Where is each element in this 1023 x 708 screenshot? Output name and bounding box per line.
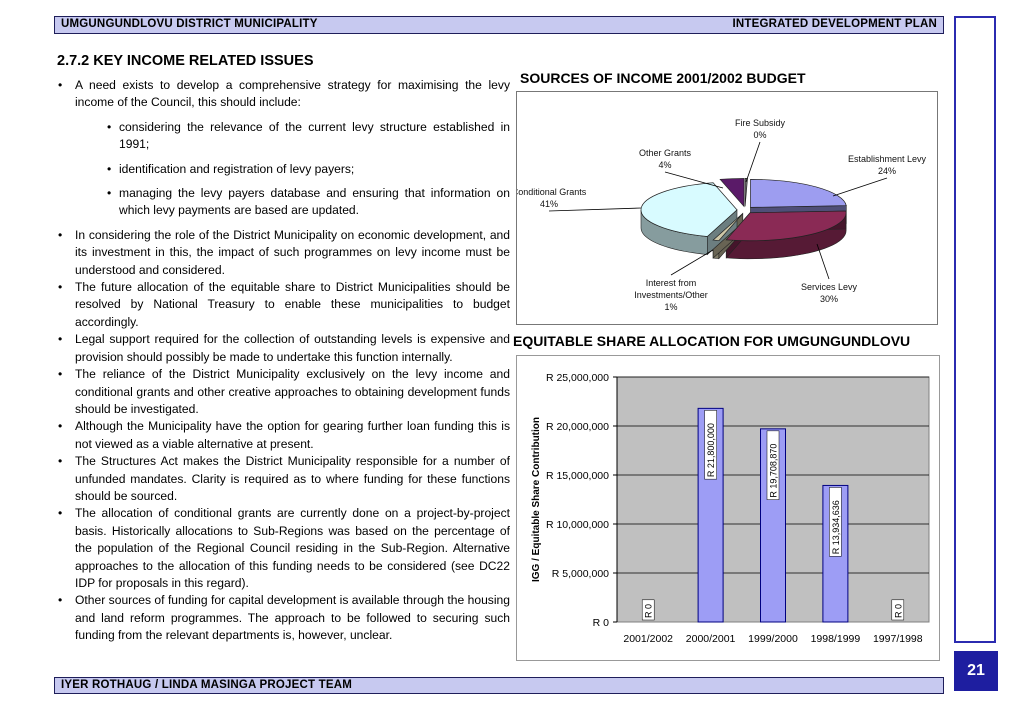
bullet-item: • Other sources of funding for capital development is available through the housing and land reform programmes. The approach to be followed to securing such funding from the relevant departments is, however, unclear. [57,592,510,644]
header-municipality: UMGUNGUNDLOVU DISTRICT MUNICIPALITY [61,18,318,30]
pie-label: Establishment Levy 24% [847,154,927,176]
bullet-item: • The future allocation of the equitable share to District Municipalities should be resolved by National Treasury to enable these municipalities to budget accordingly. [57,279,510,331]
data-label: R 21,800,000 [706,423,717,478]
header-bar [54,16,944,34]
pie-slice-establishment-levy [750,179,846,207]
x-tick-label: 2001/2002 [623,633,674,645]
pie-label: Conditional Grants 41% [517,187,587,209]
y-tick-label: R 25,000,000 [545,372,609,384]
bullet-item: • The Structures Act makes the District Municipality responsible for a number of unfunded mandates. Clarity is required as to where funding for these functions should be sourced. [57,453,510,505]
data-label: R 0 [643,603,654,618]
side-margin-frame [954,16,996,643]
pie-leader-line [833,178,887,196]
footer-bar [54,677,944,694]
pie-leader-line [549,208,641,211]
y-tick-label: R 10,000,000 [545,519,609,531]
y-axis-label: IGG / Equitable Share Contribution [531,416,542,583]
x-tick-label: 1999/2000 [748,633,798,645]
bar-chart-frame [516,355,940,661]
bullet-item: • A need exists to develop a comprehensive strategy for maximising the levy income of the Council, this should include: [57,77,510,112]
bullet-item: • The allocation of conditional grants are currently done on a project-by-project basis. Historically allocations to Sub-Regions was based on the percentage of the population of the Regional Council residing in the Sub-Region. Alternative approaches to the allocation of this funding needs to be considered (see DC22 IDP for proposals in this regard). [57,505,510,592]
bar-chart [517,356,939,660]
y-tick-label: R 15,000,000 [545,470,609,482]
x-tick-label: 1998/1999 [810,633,861,645]
x-tick-label: 2000/2001 [685,633,736,645]
data-label: R 13,934,636 [830,500,841,555]
pie-label: Interest from Investments/Other 1% [634,278,708,312]
pie-slice-fire-subsidy [745,178,747,206]
bullet-item: • Although the Municipality have the option for gearing further loan funding this is not viewed as a viable alternative at present. [57,418,510,453]
pie-chart-frame [516,91,938,325]
body-text [57,77,510,645]
bullet-item: • The reliance of the District Municipality exclusively on the levy income and conditional grants and other creative approaches to obtaining development funds should be investigated. [57,366,510,418]
y-tick-label: R 20,000,000 [545,421,609,433]
data-label: R 19,708,870 [768,443,779,498]
header-document-title: INTEGRATED DEVELOPMENT PLAN [732,18,937,30]
pie-label: Other Grants 4% [638,148,692,170]
section-title: 2.7.2 KEY INCOME RELATED ISSUES [57,53,314,69]
pie-leader-line [746,142,760,182]
pie-chart-title: SOURCES OF INCOME 2001/2002 BUDGET [520,70,806,86]
sub-bullet-item: • managing the levy payers database and ensuring that information on which levy payments are based are updated. [107,185,510,220]
bar-chart-title: EQUITABLE SHARE ALLOCATION FOR UMGUNGUNDLOVU [513,333,911,349]
sub-bullet-item: • identification and registration of levy payers; [107,161,510,178]
footer-team: IYER ROTHAUG / LINDA MASINGA PROJECT TEAM [61,679,353,691]
data-label: R 0 [893,603,904,618]
x-tick-label: 1997/1998 [872,633,923,645]
bullet-item: • Legal support required for the collection of outstanding levels is expensive and provision should possibly be made to undertake this function internally. [57,331,510,366]
bullet-item: • In considering the role of the District Municipality on economic development, and its investment in this, the impact of such programmes on levy income must be understood and considered. [57,227,510,279]
sub-bullet-item: • considering the relevance of the current levy structure established in 1991; [107,119,510,154]
page-number: 21 [954,651,998,691]
sub-bullet-list [57,119,510,220]
pie-label: Services Levy 30% [800,282,858,304]
pie-chart [517,92,937,324]
y-tick-label: R 5,000,000 [551,568,609,580]
pie-leader-line [671,250,713,275]
pie-label: Fire Subsidy 0% [734,118,786,140]
y-tick-label: R 0 [592,617,609,629]
